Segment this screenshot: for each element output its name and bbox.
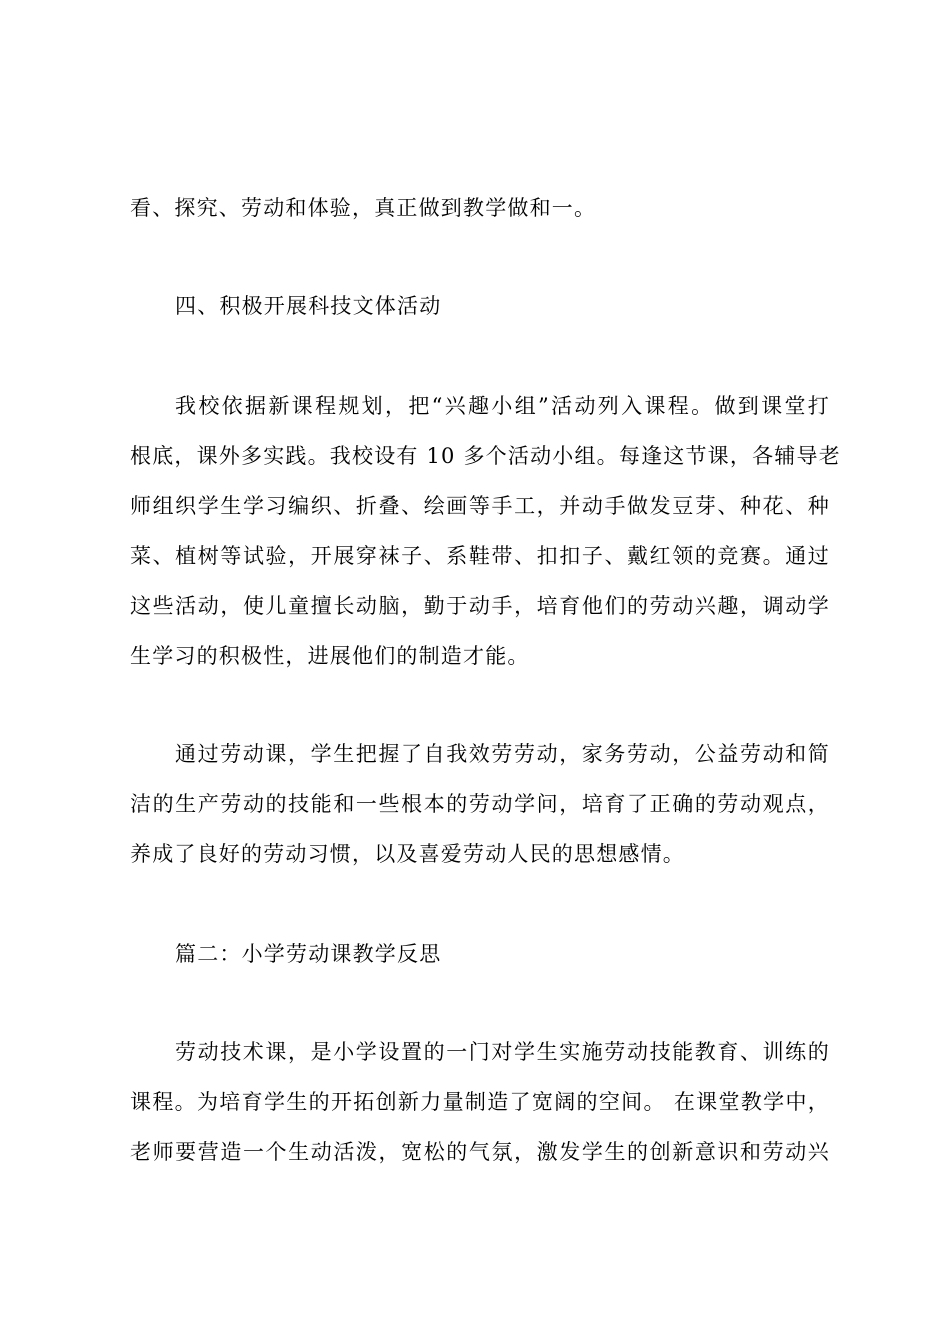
paragraph-line: 根底，课外多实践。我校设有 10 多个活动小组。每逢这节课，各辅导老 (130, 444, 841, 468)
section-heading: 四、积极开展科技文体活动 (175, 294, 442, 318)
paragraph-line: 劳动技术课，是小学设置的一门对学生实施劳动技能教育、训练的 (175, 1040, 830, 1064)
paragraph-line: 老师要营造一个生动活泼，宽松的气氛，激发学生的创新意识和劳动兴 (130, 1140, 830, 1164)
paragraph-continuation-line: 看、探究、劳动和体验，真正做到教学做和一。 (130, 196, 597, 220)
paragraph-line: 课程。为培育学生的开拓创新力量制造了宽阔的空间。 在课堂教学中， (130, 1090, 830, 1114)
paragraph-line: 养成了良好的劳动习惯，以及喜爱劳动人民的思想感情。 (130, 842, 685, 866)
article-heading: 篇二：小学劳动课教学反思 (175, 942, 442, 966)
paragraph-line: 生学习的积极性，进展他们的制造才能。 (130, 644, 530, 668)
paragraph-line: 通过劳动课，学生把握了自我效劳劳动，家务劳动，公益劳动和简 (175, 742, 830, 766)
paragraph-line: 我校依据新课程规划，把“兴趣小组”活动列入课程。做到课堂打 (175, 394, 830, 418)
paragraph-line: 菜、植树等试验，开展穿袜子、系鞋带、扣扣子、戴红领的竞赛。通过 (130, 544, 830, 568)
paragraph-line: 这些活动，使儿童擅长动脑，勤于动手，培育他们的劳动兴趣，调动学 (130, 594, 830, 618)
paragraph-line: 洁的生产劳动的技能和一些根本的劳动学问，培育了正确的劳动观点， (130, 792, 830, 816)
paragraph-line: 师组织学生学习编织、折叠、绘画等手工，并动手做发豆芽、种花、种 (130, 494, 830, 518)
